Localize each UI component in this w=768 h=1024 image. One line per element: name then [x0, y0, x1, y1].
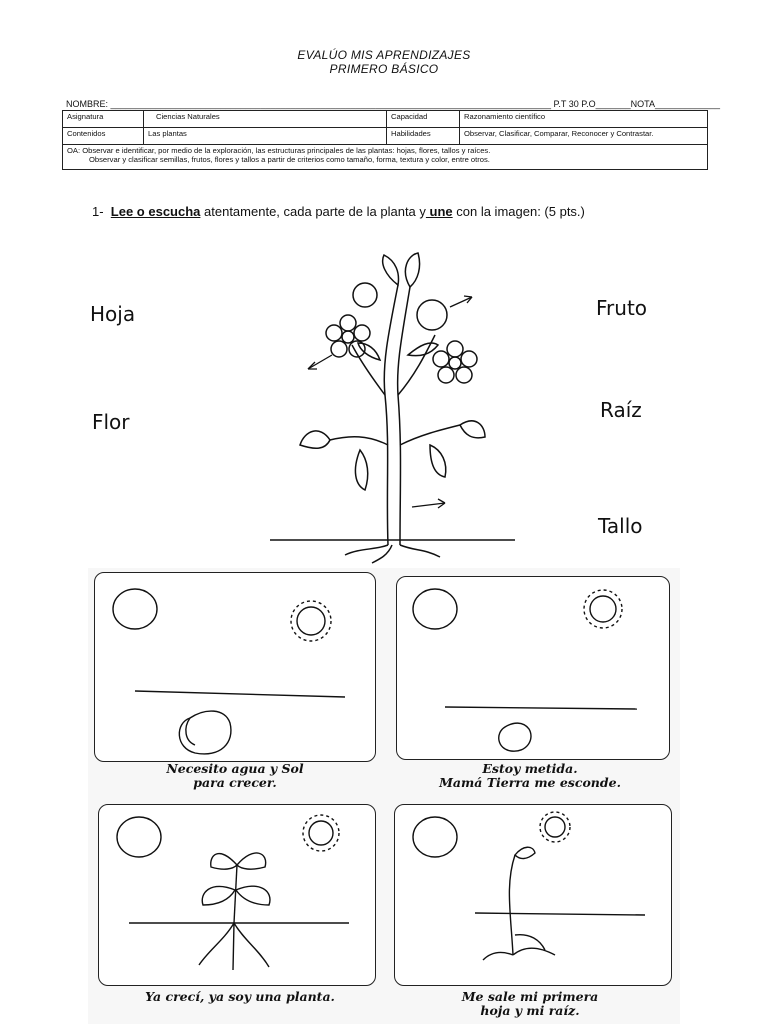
panel-sprout-caption	[420, 990, 640, 1018]
blank-circle-icon	[413, 817, 457, 857]
student-line	[66, 99, 721, 109]
panel-seed-caption-line1: Necesito agua y Sol	[166, 761, 304, 776]
sun-icon	[309, 821, 333, 845]
grade-blank[interactable]: _____________	[654, 99, 721, 109]
asignatura-label: Asignatura	[63, 111, 144, 128]
blank-circle-icon	[413, 589, 457, 629]
worksheet-title: EVALÚO MIS APRENDIZAJES	[297, 48, 471, 62]
label-tallo[interactable]: Tallo	[598, 514, 643, 538]
question-number: 1-	[92, 204, 104, 219]
panel-grown-plant-caption-line1: Ya crecí, ya soy una planta.	[145, 989, 335, 1004]
capacidad-label: Capacidad	[387, 111, 460, 128]
blank-circle-icon	[117, 817, 161, 857]
root-icon	[199, 923, 269, 970]
ground-line	[445, 707, 637, 709]
panel-seed[interactable]	[94, 572, 376, 762]
label-flor[interactable]: Flor	[92, 410, 130, 434]
panel-buried-picture	[397, 577, 669, 759]
panel-sprout-caption-line2: hoja y mi raíz.	[480, 1003, 580, 1018]
leaf-icon	[515, 847, 535, 858]
panel-buried-caption-line1: Estoy metida.	[482, 761, 578, 776]
panel-grown-plant-picture	[99, 805, 375, 985]
ground-line	[135, 691, 345, 697]
panel-grown-plant[interactable]	[98, 804, 376, 986]
name-label: NOMBRE:	[66, 99, 109, 109]
question-bold-1: Lee o escucha	[110, 204, 201, 219]
sun-icon	[545, 817, 565, 837]
question-1	[92, 204, 585, 219]
habilidades-value: Observar, Clasificar, Comparar, Reconocer y Contrastar.	[460, 128, 708, 145]
leaf-icon	[211, 854, 237, 870]
panel-buried[interactable]	[396, 576, 670, 760]
panel-grown-plant-caption	[110, 990, 370, 1004]
panel-sprout-caption-line1: Me sale mi primera	[461, 989, 599, 1004]
capacidad-value: Razonamiento científico	[460, 111, 708, 128]
sun-icon	[590, 596, 616, 622]
label-hoja[interactable]: Hoja	[90, 302, 136, 326]
panel-seed-caption-line2: para crecer.	[193, 775, 277, 790]
seed-icon	[179, 711, 231, 754]
panel-seed-caption	[120, 762, 350, 790]
seed-icon	[499, 723, 531, 751]
root-icon	[345, 545, 388, 555]
plant-illustration	[260, 245, 530, 565]
contenidos-value: Las plantas	[144, 128, 387, 145]
oa-cell	[63, 145, 708, 170]
blank-circle-icon	[113, 589, 157, 629]
label-fruto[interactable]: Fruto	[596, 296, 648, 320]
sun-icon	[297, 607, 325, 635]
panel-sprout-picture	[395, 805, 671, 985]
leaf-icon	[300, 431, 330, 448]
panel-seed-picture	[95, 573, 375, 761]
worksheet-subtitle: PRIMERO BÁSICO	[329, 62, 439, 76]
grade-label: NOTA	[630, 99, 655, 109]
habilidades-label: Habilidades	[387, 128, 460, 145]
info-table	[62, 110, 708, 170]
label-raiz[interactable]: Raíz	[600, 398, 642, 422]
oa-line-1: OA: Observar e identificar, por medio de la exploración, las estructuras principales de las plantas: hojas, flores, tallos y raíces.	[67, 146, 491, 155]
name-blank[interactable]: ________________________________________________________________________________________	[110, 99, 552, 109]
question-text-2: con la imagen: (5 pts.)	[452, 204, 585, 219]
stem-icon	[384, 285, 398, 545]
question-text-1: atentamente, cada parte de la planta y	[200, 204, 426, 219]
ground-line	[475, 913, 645, 915]
panel-buried-caption-line2: Mamá Tierra me esconde.	[439, 775, 621, 790]
fruit-icon	[353, 283, 377, 307]
contenidos-label: Contenidos	[63, 128, 144, 145]
score-blank[interactable]: _______	[595, 99, 631, 109]
score-label: P.T 30 P.O	[553, 99, 596, 109]
panel-buried-caption	[410, 762, 650, 790]
stem-icon	[509, 855, 515, 955]
panel-sprout[interactable]	[394, 804, 672, 986]
root-icon	[483, 935, 555, 960]
asignatura-value: Ciencias Naturales	[144, 111, 387, 128]
question-bold-2: une	[425, 204, 453, 219]
oa-line-2: Observar y clasificar semillas, frutos, flores y tallos a partir de criterios como tamaño, forma, textura y color, entre otros.	[89, 155, 490, 164]
stem-icon	[234, 865, 237, 923]
